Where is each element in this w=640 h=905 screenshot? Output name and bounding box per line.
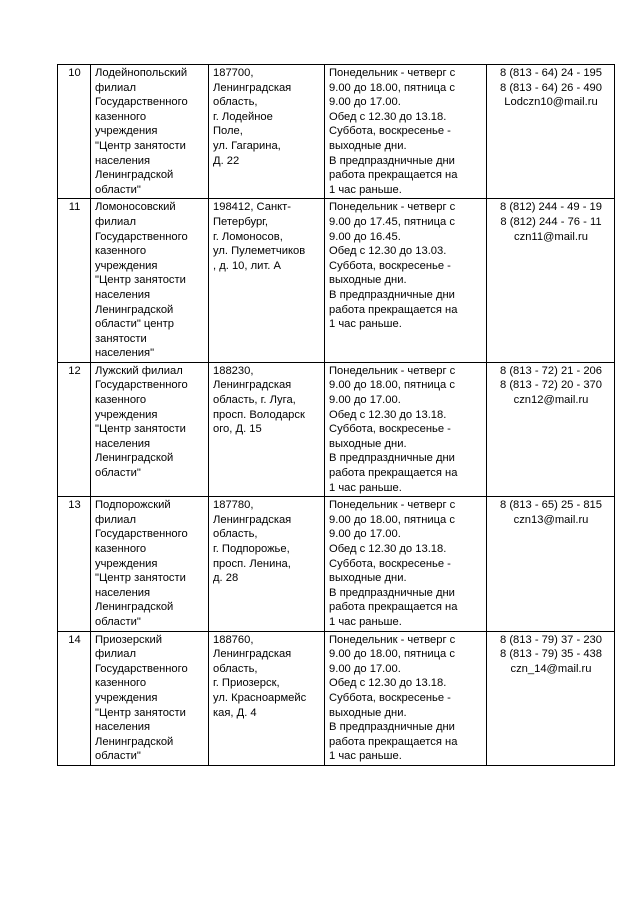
name-line: Подпорожский	[95, 499, 171, 512]
hours-line: Обед с 12.30 до 13.18.	[329, 543, 447, 555]
address-line: Ленинградская	[213, 513, 292, 526]
hours-line: 1 час раньше.	[329, 318, 402, 331]
hours-line: В предпраздничные дни	[329, 452, 455, 465]
hours-line: 9.00 до 16.45.	[329, 230, 401, 243]
branch-name	[91, 65, 209, 199]
hours-line: В предпраздничные дни	[329, 721, 455, 734]
name-line: Лужский филиал	[95, 364, 183, 377]
branch-address	[209, 631, 325, 765]
name-line: учреждения	[95, 259, 158, 272]
working-hours	[325, 199, 487, 363]
name-line: "Центр занятости	[95, 139, 186, 152]
branch-name	[91, 362, 209, 496]
branches-table	[57, 64, 615, 766]
contact-line: 8 (813 - 79) 37 - 230	[500, 633, 602, 646]
contact-line: 8 (813 - 72) 21 - 206	[500, 364, 602, 377]
hours-line: Понедельник - четверг с	[329, 633, 456, 646]
name-line: Ленинградской	[95, 735, 174, 748]
working-hours	[325, 631, 487, 765]
hours-line: 9.00 до 18.00, пятница с	[329, 379, 455, 392]
hours-line: 9.00 до 17.00.	[329, 528, 401, 541]
name-line: филиал	[95, 215, 136, 228]
address-line: д. 28	[213, 572, 239, 585]
hours-line: 1 час раньше.	[329, 615, 402, 628]
contacts	[487, 362, 615, 496]
address-line: Ленинградская	[213, 648, 292, 661]
contact-line[interactable]: czn11@mail.ru	[514, 230, 588, 243]
row-number: 12	[58, 362, 91, 496]
hours-line: Суббота, воскресенье -	[329, 259, 451, 272]
hours-line: выходные дни.	[329, 139, 407, 152]
address-line: Ленинградская	[213, 81, 292, 94]
hours-line: 1 час раньше.	[329, 481, 402, 494]
contact-line: 8 (813 - 64) 24 - 195	[500, 67, 602, 79]
name-line: филиал	[95, 513, 136, 526]
working-hours	[325, 362, 487, 496]
name-line: учреждения	[95, 125, 158, 138]
address-line: Ленинградская	[213, 379, 292, 392]
name-line: Государственного	[95, 96, 188, 109]
hours-line: работа прекращается на	[329, 601, 458, 614]
name-line: населения	[95, 437, 151, 450]
name-line: Приозерский	[95, 633, 163, 646]
hours-line: 1 час раньше.	[329, 750, 402, 763]
name-line: казенного	[95, 677, 147, 690]
hours-line: Суббота, воскресенье -	[329, 423, 451, 436]
name-line: области"	[95, 750, 141, 763]
branch-address	[209, 362, 325, 496]
name-line: "Центр занятости	[95, 274, 186, 287]
hours-line: Понедельник - четверг с	[329, 201, 456, 214]
hours-line: выходные дни.	[329, 437, 407, 450]
address-line: кая, Д. 4	[213, 706, 257, 719]
branch-address	[209, 65, 325, 199]
name-line: Ленинградской	[95, 303, 174, 316]
name-line: населения	[95, 586, 151, 599]
contact-line: 8 (813 - 72) 20 - 370	[500, 379, 602, 392]
name-line: учреждения	[95, 691, 158, 704]
contacts	[487, 199, 615, 363]
name-line: области"	[95, 615, 141, 628]
working-hours	[325, 497, 487, 631]
contacts	[487, 631, 615, 765]
address-line: 187780,	[213, 499, 254, 512]
address-line: область, г. Луга,	[213, 394, 296, 407]
name-line: населения	[95, 721, 151, 734]
address-line: Поле,	[213, 125, 243, 138]
name-line: Ленинградской	[95, 452, 174, 465]
address-line: Д. 22	[213, 154, 240, 167]
contact-line: 8 (812) 244 - 49 - 19	[500, 201, 602, 214]
hours-line: Обед с 12.30 до 13.18.	[329, 677, 447, 690]
contact-line: 8 (812) 244 - 76 - 11	[500, 215, 602, 228]
table-row	[58, 362, 615, 496]
address-line: ого, Д. 15	[213, 423, 262, 436]
contact-line[interactable]: czn_14@mail.ru	[510, 662, 592, 675]
contact-line[interactable]: Lodczn10@mail.ru	[504, 96, 598, 109]
address-line: г. Подпорожье,	[213, 543, 290, 555]
address-line: Петербург,	[213, 215, 269, 228]
name-line: занятости	[95, 332, 147, 345]
table-row	[58, 497, 615, 631]
row-number: 13	[58, 497, 91, 631]
name-line: филиал	[95, 81, 136, 94]
hours-line: Суббота, воскресенье -	[329, 557, 451, 570]
row-number: 10	[58, 65, 91, 199]
name-line: Государственного	[95, 379, 188, 392]
name-line: Государственного	[95, 528, 188, 541]
row-number: 11	[58, 199, 91, 363]
table-row	[58, 65, 615, 199]
name-line: учреждения	[95, 557, 158, 570]
name-line: учреждения	[95, 408, 158, 421]
name-line: казенного	[95, 543, 147, 555]
name-line: казенного	[95, 110, 147, 123]
address-line: ул. Пулеметчиков	[213, 245, 306, 258]
name-line: Государственного	[95, 662, 188, 675]
hours-line: выходные дни.	[329, 572, 407, 585]
hours-line: 9.00 до 17.00.	[329, 662, 401, 675]
hours-line: Понедельник - четверг с	[329, 67, 456, 79]
address-line: ул. Гагарина,	[213, 139, 281, 152]
working-hours	[325, 65, 487, 199]
name-line: Ломоносовский	[95, 201, 176, 214]
address-line: область,	[213, 96, 258, 109]
hours-line: 1 час раньше.	[329, 183, 402, 196]
hours-line: 9.00 до 17.00.	[329, 96, 401, 109]
name-line: филиал	[95, 648, 136, 661]
hours-line: В предпраздничные дни	[329, 154, 455, 167]
name-line: населения	[95, 154, 151, 167]
branch-address	[209, 199, 325, 363]
hours-line: работа прекращается на	[329, 303, 458, 316]
address-line: просп. Володарск	[213, 408, 305, 421]
hours-line: работа прекращается на	[329, 169, 458, 182]
contact-line[interactable]: czn13@mail.ru	[513, 513, 589, 526]
name-line: "Центр занятости	[95, 572, 186, 585]
hours-line: Суббота, воскресенье -	[329, 691, 451, 704]
hours-line: 9.00 до 18.00, пятница с	[329, 513, 455, 526]
hours-line: 9.00 до 17.00.	[329, 394, 401, 407]
table-row	[58, 631, 615, 765]
name-line: области"	[95, 467, 141, 480]
hours-line: 9.00 до 18.00, пятница с	[329, 648, 455, 661]
contact-line: 8 (813 - 79) 35 - 438	[500, 648, 602, 661]
hours-line: выходные дни.	[329, 706, 407, 719]
address-line: г. Ломоносов,	[213, 230, 283, 243]
contact-line: 8 (813 - 65) 25 - 815	[500, 499, 602, 512]
name-line: казенного	[95, 394, 147, 407]
address-line: просп. Ленина,	[213, 557, 291, 570]
table-body	[58, 65, 615, 766]
contact-line[interactable]: czn12@mail.ru	[513, 394, 589, 407]
row-number: 14	[58, 631, 91, 765]
address-line: 188760,	[213, 633, 254, 646]
hours-line: Обед с 12.30 до 13.18.	[329, 408, 447, 421]
name-line: Государственного	[95, 230, 188, 243]
hours-line: Понедельник - четверг с	[329, 364, 456, 377]
address-line: 198412, Санкт-	[213, 201, 292, 214]
address-line: г. Лодейное	[213, 110, 273, 123]
name-line: Ленинградской	[95, 601, 174, 614]
hours-line: Обед с 12.30 до 13.03.	[329, 245, 447, 258]
table-row	[58, 199, 615, 363]
address-line: , д. 10, лит. А	[213, 259, 281, 272]
hours-line: Понедельник - четверг с	[329, 499, 456, 512]
name-line: населения	[95, 288, 151, 301]
hours-line: Обед с 12.30 до 13.18.	[329, 110, 447, 123]
address-line: г. Приозерск,	[213, 677, 280, 690]
branch-name	[91, 497, 209, 631]
branch-address	[209, 497, 325, 631]
name-line: казенного	[95, 245, 147, 258]
hours-line: В предпраздничные дни	[329, 586, 455, 599]
contact-line: 8 (813 - 64) 26 - 490	[500, 81, 602, 94]
hours-line: работа прекращается на	[329, 735, 458, 748]
hours-line: работа прекращается на	[329, 467, 458, 480]
address-line: область,	[213, 662, 258, 675]
contacts	[487, 65, 615, 199]
branch-name	[91, 631, 209, 765]
address-line: область,	[213, 528, 258, 541]
hours-line: Суббота, воскресенье -	[329, 125, 451, 138]
name-line: населения"	[95, 347, 155, 360]
address-line: ул. Красноармейс	[213, 691, 307, 704]
address-line: 187700,	[213, 67, 254, 79]
name-line: области" центр	[95, 318, 174, 331]
hours-line: 9.00 до 17.45, пятница с	[329, 215, 455, 228]
branch-name	[91, 199, 209, 363]
hours-line: выходные дни.	[329, 274, 407, 287]
contacts	[487, 497, 615, 631]
hours-line: 9.00 до 18.00, пятница с	[329, 81, 455, 94]
name-line: "Центр занятости	[95, 706, 186, 719]
hours-line: В предпраздничные дни	[329, 288, 455, 301]
name-line: "Центр занятости	[95, 423, 186, 436]
name-line: Лодейнопольский	[95, 67, 188, 79]
name-line: Ленинградской	[95, 169, 174, 182]
name-line: области"	[95, 183, 141, 196]
address-line: 188230,	[213, 364, 254, 377]
